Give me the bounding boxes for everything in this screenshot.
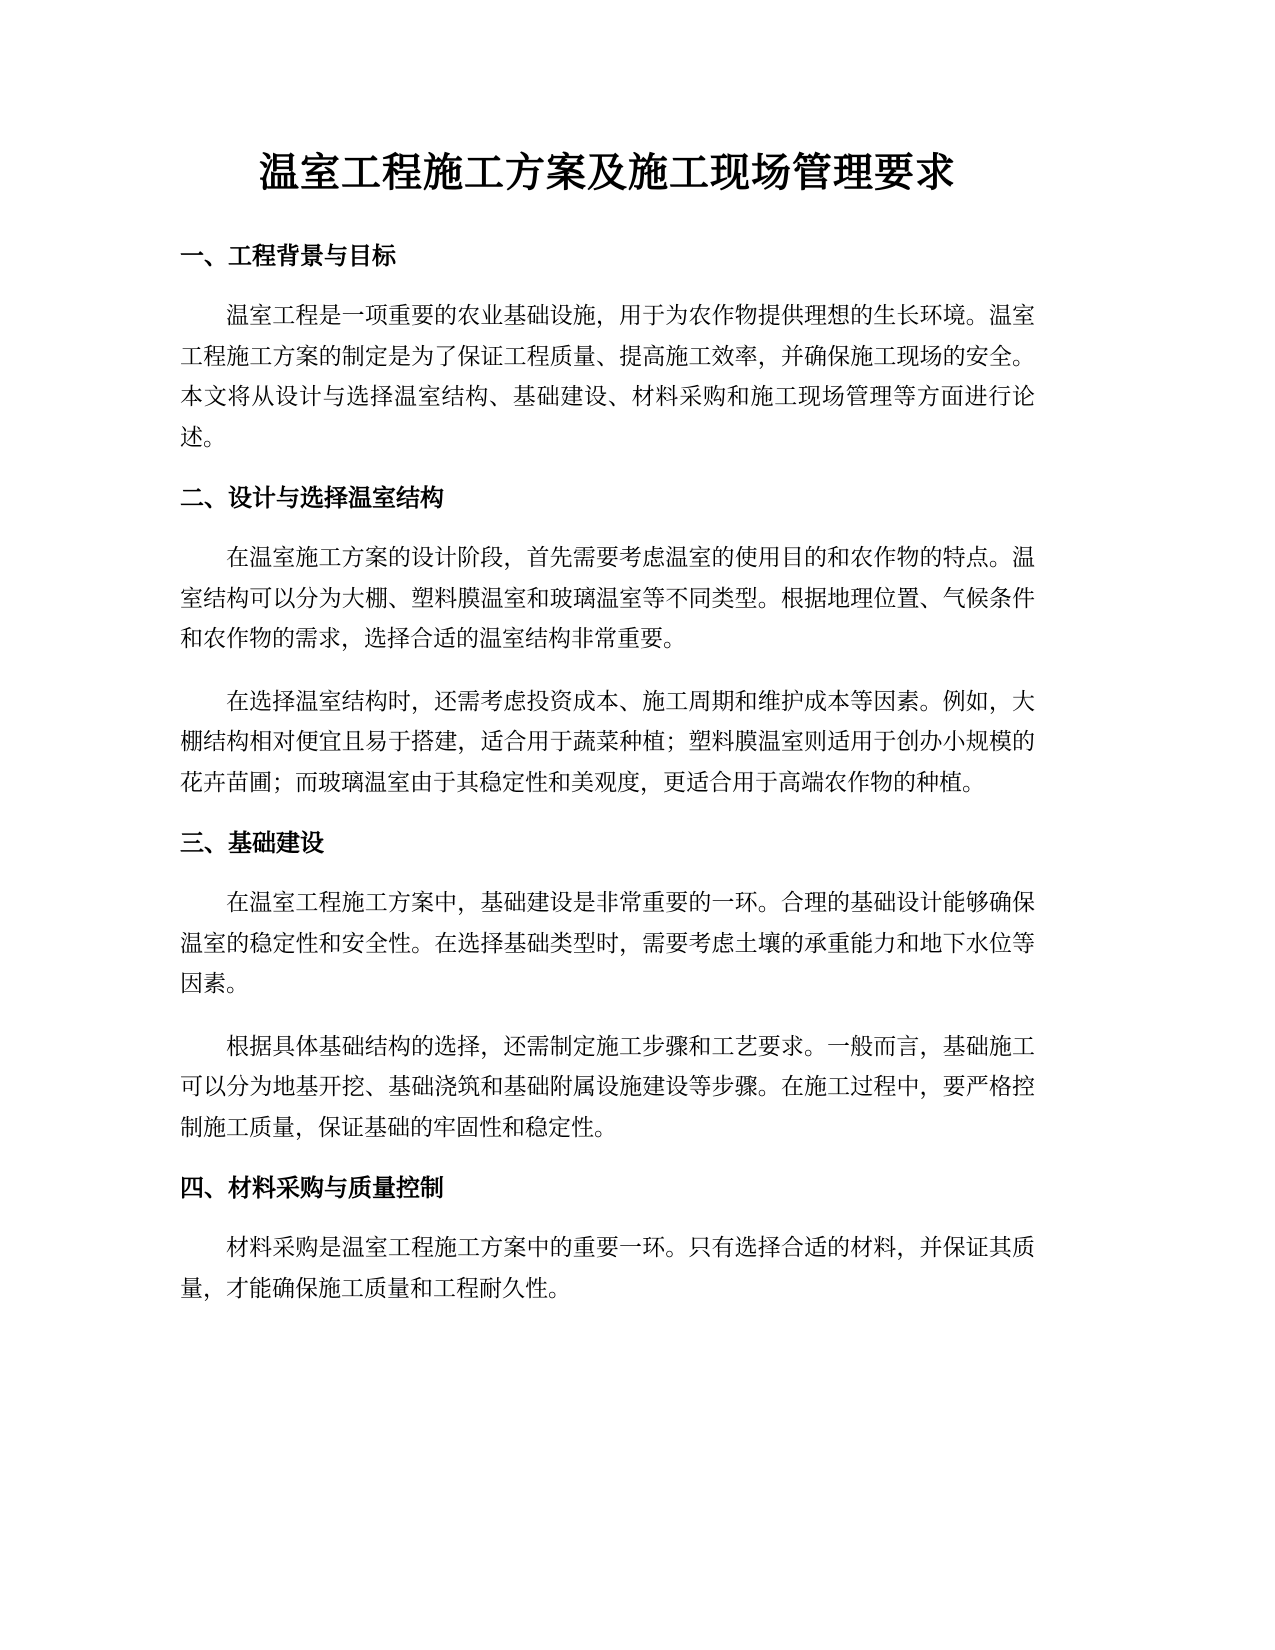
section-heading-materials: 四、材料采购与质量控制 bbox=[180, 1174, 444, 1202]
paragraph-structure-2: 在选择温室结构时，还需考虑投资成本、施工周期和维护成本等因素。例如，大棚结构相对便宜且易于搭建，适合用于蔬菜种植；塑料膜温室则适用于创办小规模的花卉苗圃；而玻璃温室由于其稳定性和美观度，更适合用于高端农作物的种植。 bbox=[180, 688, 1035, 796]
section-heading-foundation: 三、基础建设 bbox=[180, 829, 324, 857]
paragraph-foundation-1: 在温室工程施工方案中，基础建设是非常重要的一环。合理的基础设计能够确保温室的稳定性和安全性。在选择基础类型时，需要考虑土壤的承重能力和地下水位等因素。 bbox=[180, 890, 1035, 997]
paragraph-background: 温室工程是一项重要的农业基础设施，用于为农作物提供理想的生长环境。温室工程施工方案的制定是为了保证工程质量、提高施工效率，并确保施工现场的安全。本文将从设计与选择温室结构、基础建设、材料采购和施工现场管理等方面进行论述。 bbox=[180, 303, 1035, 451]
paragraph-foundation-2: 根据具体基础结构的选择，还需制定施工步骤和工艺要求。一般而言，基础施工可以分为地基开挖、基础浇筑和基础附属设施建设等步骤。在施工过程中，要严格控制施工质量，保证基础的牢固性和稳定性。 bbox=[180, 1033, 1035, 1141]
paragraph-materials-1: 材料采购是温室工程施工方案中的重要一环。只有选择合适的材料，并保证其质量，才能确保施工质量和工程耐久性。 bbox=[180, 1235, 1035, 1302]
section-heading-background: 一、工程背景与目标 bbox=[180, 242, 396, 270]
paragraph-structure-1: 在温室施工方案的设计阶段，首先需要考虑温室的使用目的和农作物的特点。温室结构可以分为大棚、塑料膜温室和玻璃温室等不同类型。根据地理位置、气候条件和农作物的需求，选择合适的温室结构非常重要。 bbox=[180, 545, 1035, 652]
document-title: 温室工程施工方案及施工现场管理要求 bbox=[259, 150, 956, 196]
section-heading-structure: 二、设计与选择温室结构 bbox=[180, 484, 444, 512]
document-page bbox=[180, 140, 1035, 1309]
